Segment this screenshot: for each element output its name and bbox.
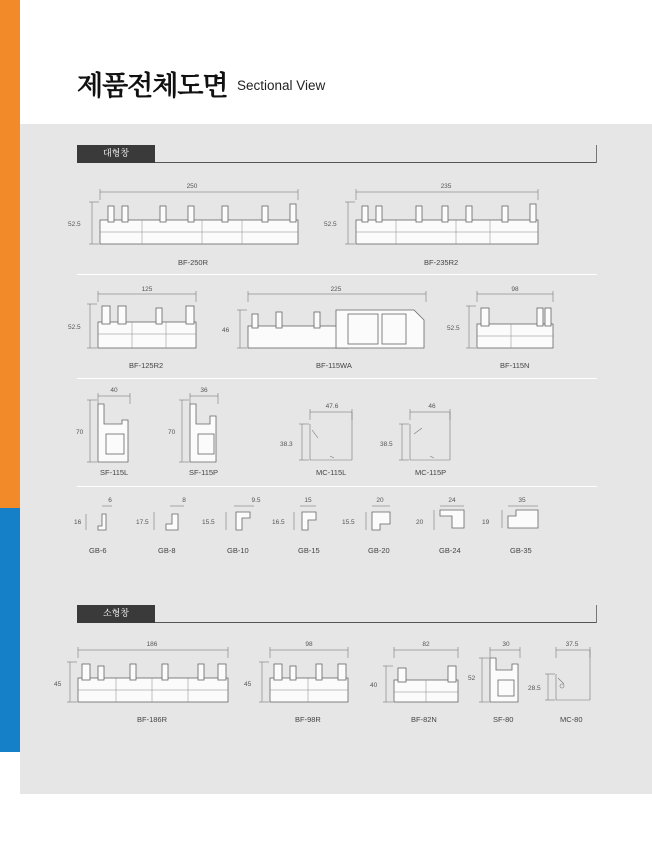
section-rule-end [596,605,597,623]
section-rule [155,162,597,163]
dim-height: 16.5 [272,519,285,526]
profile-label: MC-80 [560,715,583,724]
profile-mc-115p [380,400,460,464]
dim-width: 37.5 [565,641,579,648]
dim-height: 52.5 [68,324,81,331]
profile-label: BF-98R [295,715,321,724]
dim-height: 19 [482,519,490,526]
profile-gb-24 [412,494,482,534]
dim-height: 38.3 [280,441,293,448]
profile-bf-125r2 [62,286,202,354]
dim-width: 15 [304,497,312,504]
profile-sf-115l [76,386,136,466]
dim-height: 52.5 [324,221,337,228]
dim-height: 46 [222,327,230,334]
profile-label: BF-82N [411,715,437,724]
profile-gb-8 [132,494,192,534]
dim-height: 16 [74,519,82,526]
page-title: 제품전체도면 [77,71,228,102]
profile-label: GB-35 [510,546,532,555]
dim-width: 235 [440,183,452,190]
dim-width: 24 [448,497,456,504]
profile-gb-10 [200,494,270,534]
dim-width: 6 [108,497,112,504]
profile-label: BF-125R2 [129,361,164,370]
orange-side-stripe [0,0,20,508]
profile-bf-98r [242,640,357,710]
dim-height: 15.5 [342,519,355,526]
dim-width: 47.6 [325,403,339,410]
dim-height: 20 [416,519,424,526]
profile-label: BF-186R [137,715,168,724]
profile-mc-115l [280,400,360,464]
profile-gb-20 [340,494,410,534]
dim-height: 17.5 [136,519,149,526]
dim-height: 70 [76,429,84,436]
dim-width: 125 [141,286,153,293]
blue-side-stripe [0,508,20,752]
dim-width: 186 [146,641,158,648]
dim-width: 8 [182,497,186,504]
dim-height: 45 [244,681,252,688]
dim-width: 40 [110,387,118,394]
profile-label: BF-235R2 [424,258,459,267]
profile-bf-186r [52,640,232,710]
profile-label: GB-15 [298,546,320,555]
dim-width: 250 [186,183,198,190]
section-tag-small: 소형창 [77,605,155,623]
profile-label: GB-24 [439,546,461,555]
dim-width: 35 [518,497,526,504]
dim-height: 28.5 [528,685,541,692]
profile-label: SF-115L [100,468,129,477]
profile-label: MC-115L [316,468,347,477]
dim-height: 52.5 [447,325,460,332]
dim-height: 38.5 [380,441,393,448]
section-header-small [77,605,597,623]
profile-sf-115p [166,386,226,466]
row-divider [77,486,597,487]
dim-width: 46 [428,403,436,410]
profile-label: BF-250R [178,258,209,267]
profile-bf-250r [62,180,302,255]
profile-bf-115wa [218,286,430,354]
section-header-large [77,145,597,163]
dim-width: 225 [330,286,342,293]
section-tag-large: 대형창 [77,145,155,163]
profile-gb-6 [72,494,122,534]
profile-gb-15 [270,494,340,534]
profile-label: MC-115P [415,468,447,477]
dim-height: 15.5 [202,519,215,526]
dim-height: 40 [370,682,378,689]
profile-label: GB-6 [89,546,107,555]
dim-height: 52.5 [68,221,81,228]
profile-label: GB-20 [368,546,390,555]
profile-bf-82n [368,640,468,710]
profile-bf-235r2 [320,180,545,255]
dim-width: 98 [305,641,313,648]
profile-label: GB-8 [158,546,176,555]
profile-label: SF-80 [493,715,514,724]
profile-mc-80 [520,640,600,710]
dim-height: 52 [468,675,476,682]
dim-height: 45 [54,681,62,688]
dim-width: 82 [422,641,430,648]
profile-label: BF-115N [500,361,530,370]
page-subtitle: Sectional View [237,78,326,93]
section-rule-end [596,145,597,163]
profile-label: BF-115WA [316,361,352,370]
profile-gb-35 [480,494,550,534]
dim-width: 20 [376,497,384,504]
profile-label: SF-115P [189,468,219,477]
row-divider [77,378,597,379]
dim-width: 98 [511,286,519,293]
dim-height: 70 [168,429,176,436]
row-divider [77,274,597,275]
section-rule [155,622,597,623]
dim-width: 36 [200,387,208,394]
profile-label: GB-10 [227,546,249,555]
profile-bf-115n [445,286,560,354]
dim-width: 9.5 [251,497,261,504]
dim-width: 30 [502,641,510,648]
